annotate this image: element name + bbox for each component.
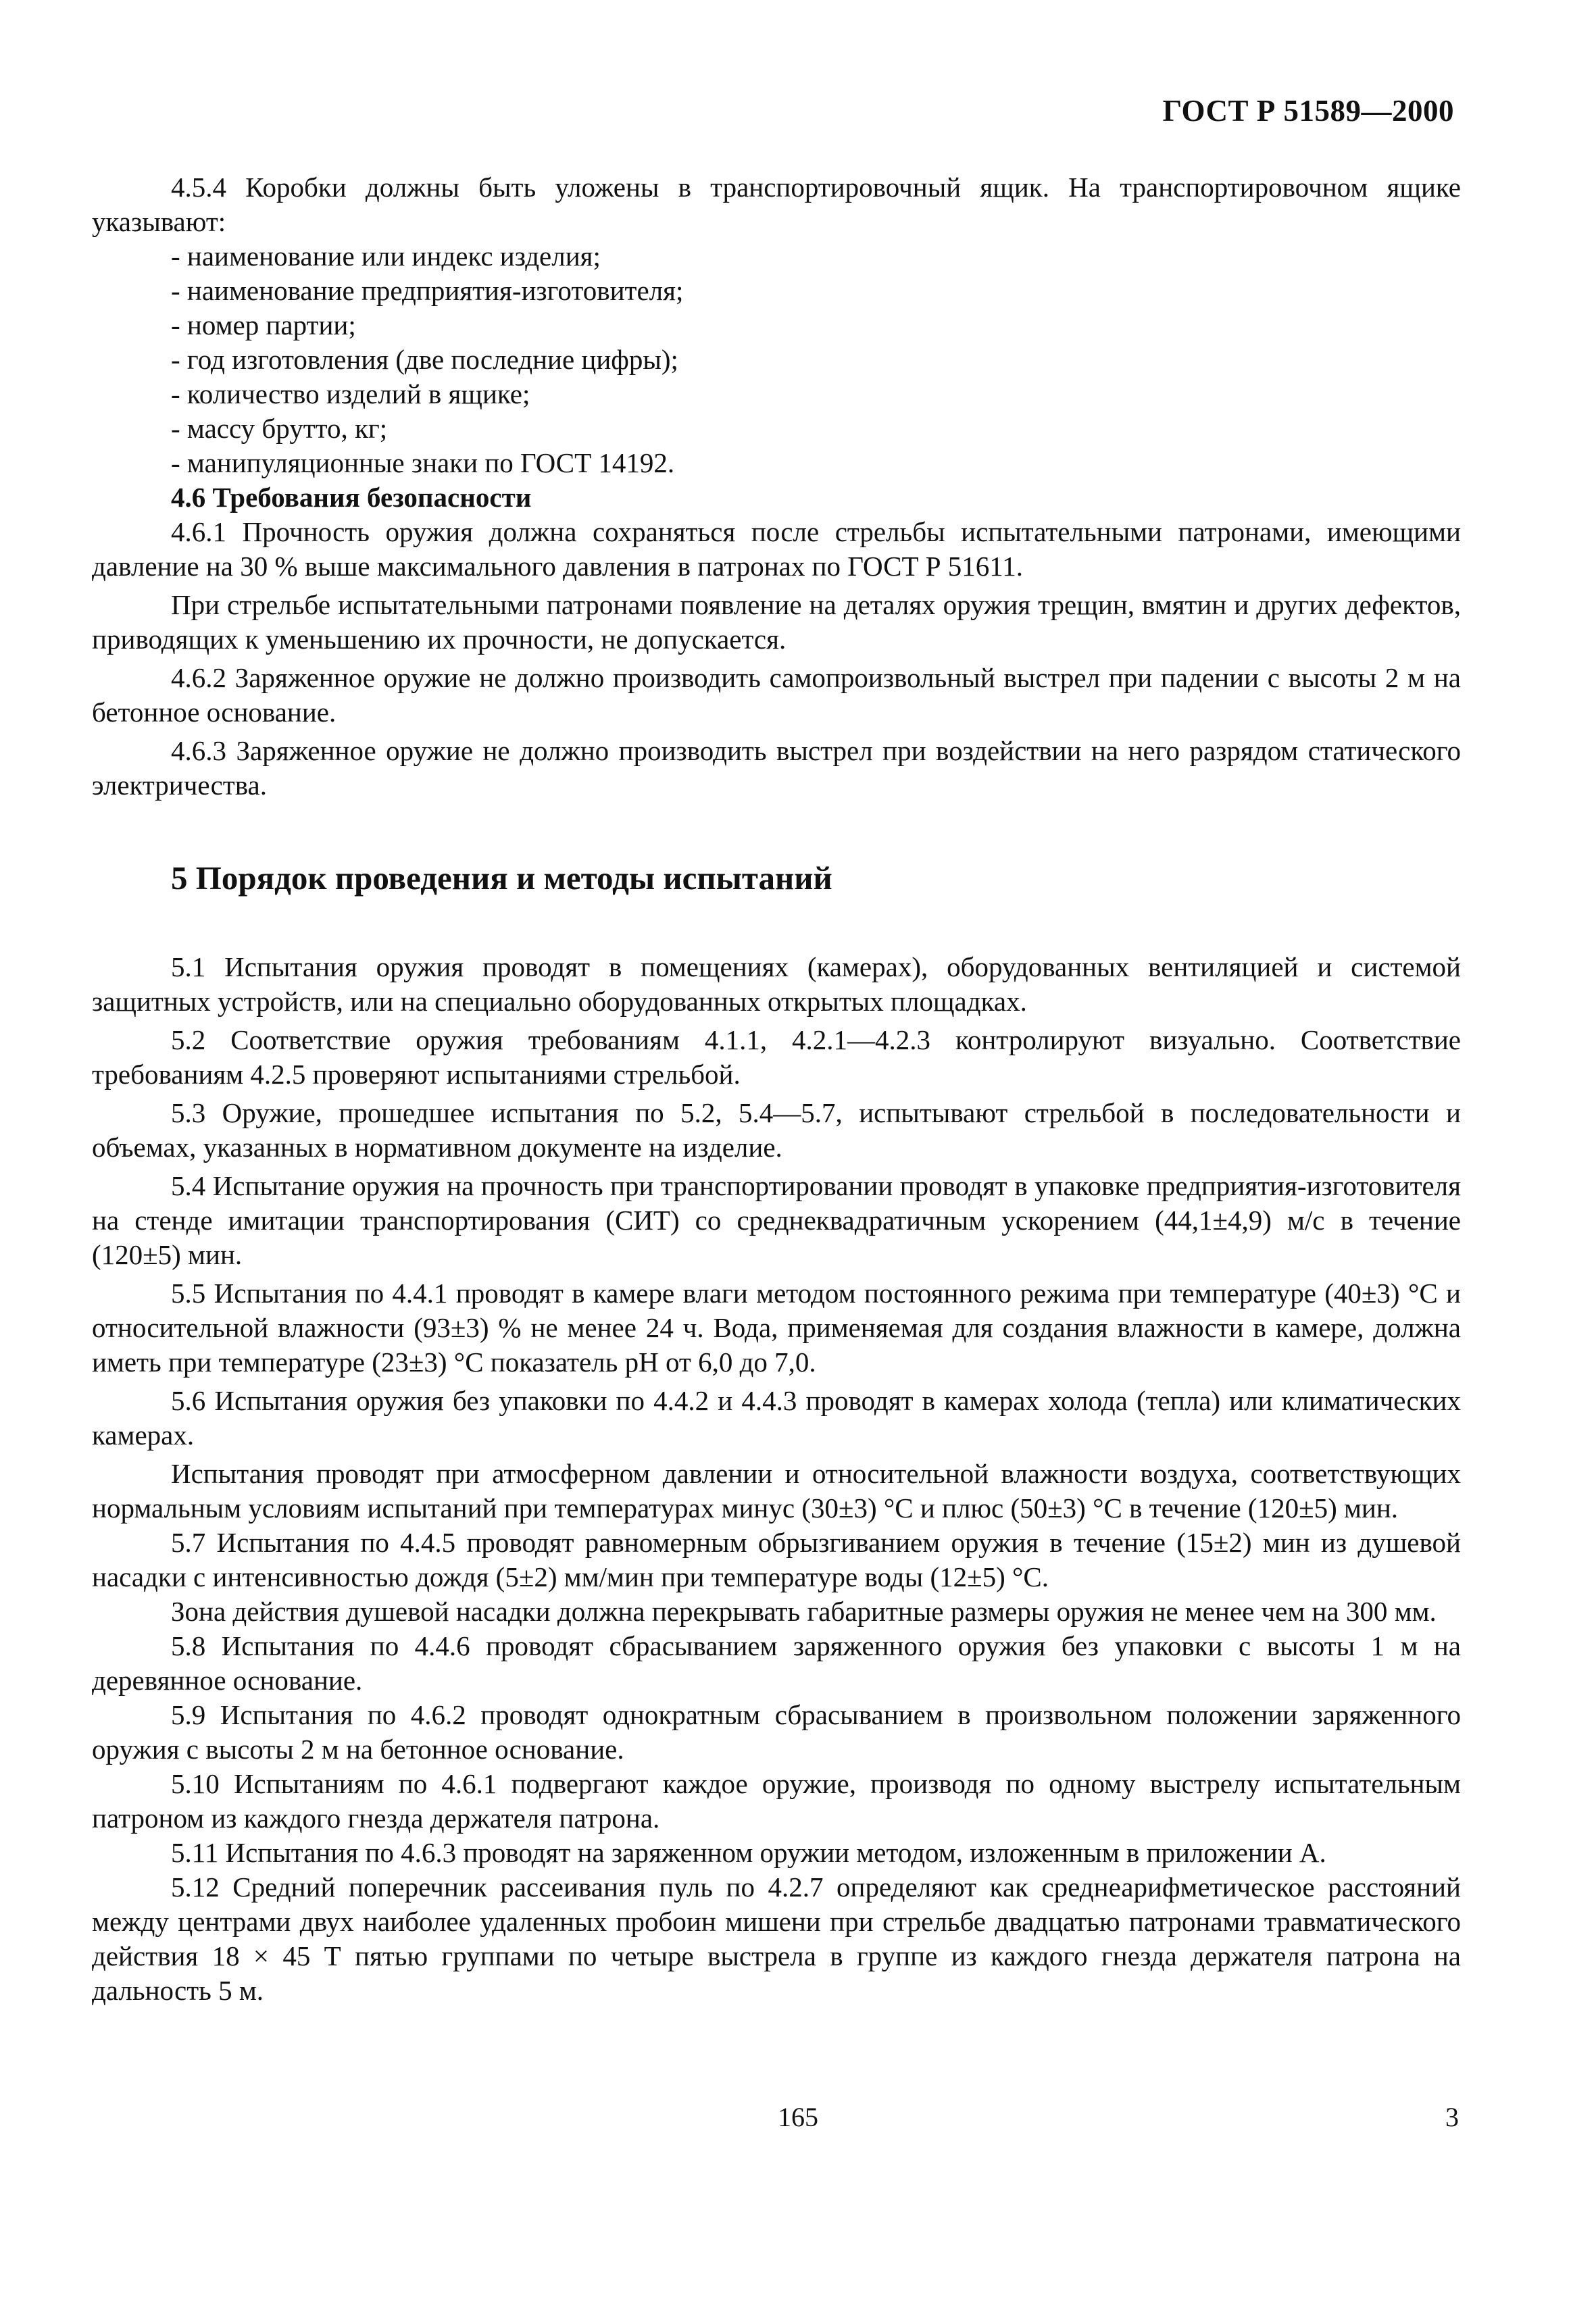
paragraph-4-6-2: 4.6.2 Заряженное оружие не должно производить самопроизвольный выстрел при падении с высоты 2 м на бетонное основание. [92,662,1461,728]
list-item: - наименование предприятия-изготовителя; [171,275,684,306]
paragraph-4-6-1: 4.6.1 Прочность оружия должна сохраняться после стрельбы испытательными патронами, имеющими давление на 30 % выше максимального давления в патронах по ГОСТ Р 51611. [92,516,1461,582]
paragraph-5-7: 5.7 Испытания по 4.4.5 проводят равномерным обрызгиванием оружия в течение (15±2) мин из душевой насадки с интенсивностью дождя (5±2) мм/мин при температуре воды (12±5) °С. [92,1527,1461,1592]
list-item: - наименование или индекс изделия; [171,241,601,272]
paragraph-5-11: 5.11 Испытания по 4.6.3 проводят на заряженном оружии методом, изложенным в приложении А. [171,1837,1326,1868]
paragraph-5-9: 5.9 Испытания по 4.6.2 проводят однократным сбрасыванием в произвольном положении заряженного оружия с высоты 2 м на бетонное основание. [92,1699,1461,1765]
paragraph-5-6: 5.6 Испытания оружия без упаковки по 4.4.2 и 4.4.3 проводят в камерах холода (тепла) или климатических камерах. [92,1385,1461,1451]
marking-list [92,239,1461,480]
list-item: - номер партии; [171,309,356,341]
paragraph: Испытания проводят при атмосферном давлении и относительной влажности воздуха, соответствующих нормальным условиям испытаний при температурах минус (30±3) °С и плюс (50±3) °С в течение (120±5) мин. [92,1458,1461,1524]
paragraph-5-3: 5.3 Оружие, прошедшее испытания по 5.2, 5.4—5.7, испытывают стрельбой в последовательности и объемах, указанных в нормативном документе на изделие. [92,1097,1461,1163]
paragraph: Зона действия душевой насадки должна перекрывать габаритные размеры оружия не менее чем на 300 мм. [171,1596,1437,1627]
list-item: - манипуляционные знаки по ГОСТ 14192. [171,447,675,478]
section-heading-5: 5 Порядок проведения и методы испытаний [171,859,832,897]
paragraph-5-8: 5.8 Испытания по 4.4.6 проводят сбрасыванием заряженного оружия без упаковки с высоты 1 м на деревянное основание. [92,1630,1461,1696]
list-item: - количество изделий в ящике; [171,378,530,409]
paragraph-5-1: 5.1 Испытания оружия проводят в помещениях (камерах), оборудованных вентиляцией и системой защитных устройств, или на специально оборудованных открытых площадках. [92,951,1461,1017]
paragraph: При стрельбе испытательными патронами появление на деталях оружия трещин, вмятин и других дефектов, приводящих к уменьшению их прочности, не допускается. [92,589,1461,655]
document-code: ГОСТ Р 51589—2000 [1162,94,1454,128]
paragraph-5-10: 5.10 Испытаниям по 4.6.1 подвергают каждое оружие, производя по одному выстрелу испытательным патроном из каждого гнезда держателя патрона. [92,1768,1461,1834]
paragraph-5-5: 5.5 Испытания по 4.4.1 проводят в камере влаги методом постоянного режима при температуре (40±3) °С и относительной влажности (93±3) % не менее 24 ч. Вода, применяемая для создания влажности в камере, должна иметь при температуре (23±3) °С показатель рН от 6,0 до 7,0. [92,1278,1461,1378]
document-body [92,170,1461,2008]
paragraph-5-4: 5.4 Испытание оружия на прочность при транспортировании проводят в упаковке предприятия-изготовителя на стенде имитации транспортирования (СИТ) со среднеквадратичным ускорением (44,1±4,9) м/с в течение (120±5) мин. [92,1170,1461,1270]
list-item: - год изготовления (две последние цифры); [171,344,678,375]
subsection-heading-4-6: 4.6 Требования безопасности [171,482,532,513]
page-number-right: 3 [1445,2102,1459,2132]
paragraph-5-2: 5.2 Соответствие оружия требованиям 4.1.1, 4.2.1—4.2.3 контролируют визуально. Соответствие требованиям 4.2.5 проверяют испытаниями стрельбой. [92,1024,1461,1090]
page-number-center: 165 [778,2102,818,2132]
paragraph-4-5-4: 4.5.4 Коробки должны быть уложены в транспортировочный ящик. На транспортировочном ящике указывают: [92,172,1461,237]
paragraph-4-6-3: 4.6.3 Заряженное оружие не должно производить выстрел при воздействии на него разрядом статического электричества. [92,735,1461,801]
list-item: - массу брутто, кг; [171,413,388,444]
paragraph-5-12: 5.12 Средний поперечник рассеивания пуль по 4.2.7 определяют как среднеарифметическое расстояний между центрами двух наиболее удаленных пробоин мишени при стрельбе двадцатью патронами травматического действия 18 × 45 Т пятью группами по четыре выстрела в группе из каждого гнезда держателя патрона на дальность 5 м. [92,1871,1461,2006]
